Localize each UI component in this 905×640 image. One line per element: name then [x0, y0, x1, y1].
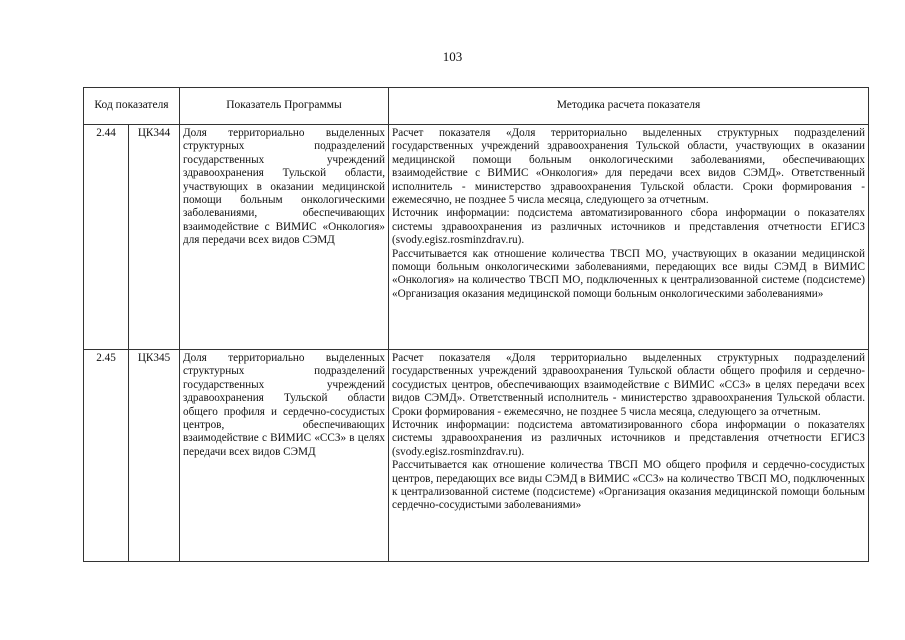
page-number: 103: [442, 49, 463, 64]
row-indicator: Доля территориально выделенных структурных подразделений государственных учреждений здравоохранения Тульской области общего профиля и сердечно-сосудистых центров, обеспечивающих взаимодействие с ВИМИС «ССЗ» в целях передачи всех видов СЭМД: [180, 350, 389, 562]
row-number: 2.45: [84, 350, 129, 562]
method-paragraph: Рассчитывается как отношение количества ТВСП МО общего профиля и сердечно-сосудистых центров, передающих все виды СЭМД в ВИМИС «ССЗ» на количество ТВСП МО, подключенных к централизованной системе (подсистеме) «Организация оказания медицинской помощи больным сердечно-сосудистыми заболеваниями»: [392, 459, 866, 512]
method-paragraph: Источник информации: подсистема автоматизированного сбора информации о показателях системы здравоохранения из различных источников и представления отчетности ЕГИСЗ (svody.egisz.rosminzdrav.ru).: [392, 419, 866, 458]
table-row: [84, 350, 869, 562]
method-paragraph: Рассчитывается как отношение количества ТВСП МО, участвующих в оказании медицинской помощи больным онкологическими заболеваниями, передающих все виды СЭМД в ВИМИС «Онкология» на количество ТВСП МО, подключенных к централизованной системе (подсистеме) «Организация оказания медицинской помощи больным онкологическими заболеваниями»: [392, 247, 866, 300]
header-indicator: Показатель Программы: [180, 88, 389, 125]
method-paragraph: Расчет показателя «Доля территориально выделенных структурных подразделений государственных учреждений здравоохранения Тульской области общего профиля и сердечно-сосудистых центров, обеспечивающих взаимодействие с ВИМИС «ССЗ» в целях передачи всех видов СЭМД». Ответственный исполнитель - министерство здравоохранения Тульской области. Сроки формирования - ежемесячно, не позднее 5 числа месяца, следующего за отчетным.: [392, 352, 866, 418]
header-code: Код показателя: [84, 88, 180, 125]
method-paragraph: Источник информации: подсистема автоматизированного сбора информации о показателях системы здравоохранения из различных источников и представления отчетности ЕГИСЗ (svody.egisz.rosminzdrav.ru).: [392, 207, 866, 247]
row-indicator: Доля территориально выделенных структурных подразделений государственных учреждений здравоохранения Тульской области, участвующих в оказании медицинской помощи больным онкологическими заболеваниями, обеспечивающих взаимодействие с ВИМИС «Онкология» для передачи всех видов СЭМД: [180, 125, 389, 350]
row-method: [389, 350, 869, 562]
row-method: [389, 125, 869, 350]
indicators-table: [83, 87, 869, 562]
method-paragraph: Расчет показателя «Доля территориально выделенных структурных подразделений государственных учреждений здравоохранения Тульской области, участвующих в оказании медицинской помощи больным онкологическими заболеваниями, обеспечивающих взаимодействие с ВИМИС «Онкология» для передачи всех видов СЭМД». Ответственный исполнитель - министерство здравоохранения Тульской области. Сроки формирования - ежемесячно, не позднее 5 числа месяца, следующего за отчетным.: [392, 127, 866, 207]
header-method: Методика расчета показателя: [389, 88, 869, 125]
table-header-row: [84, 88, 869, 125]
table-row: [84, 125, 869, 350]
row-code: ЦК345: [129, 350, 180, 562]
row-code: ЦК344: [129, 125, 180, 350]
row-number: 2.44: [84, 125, 129, 350]
